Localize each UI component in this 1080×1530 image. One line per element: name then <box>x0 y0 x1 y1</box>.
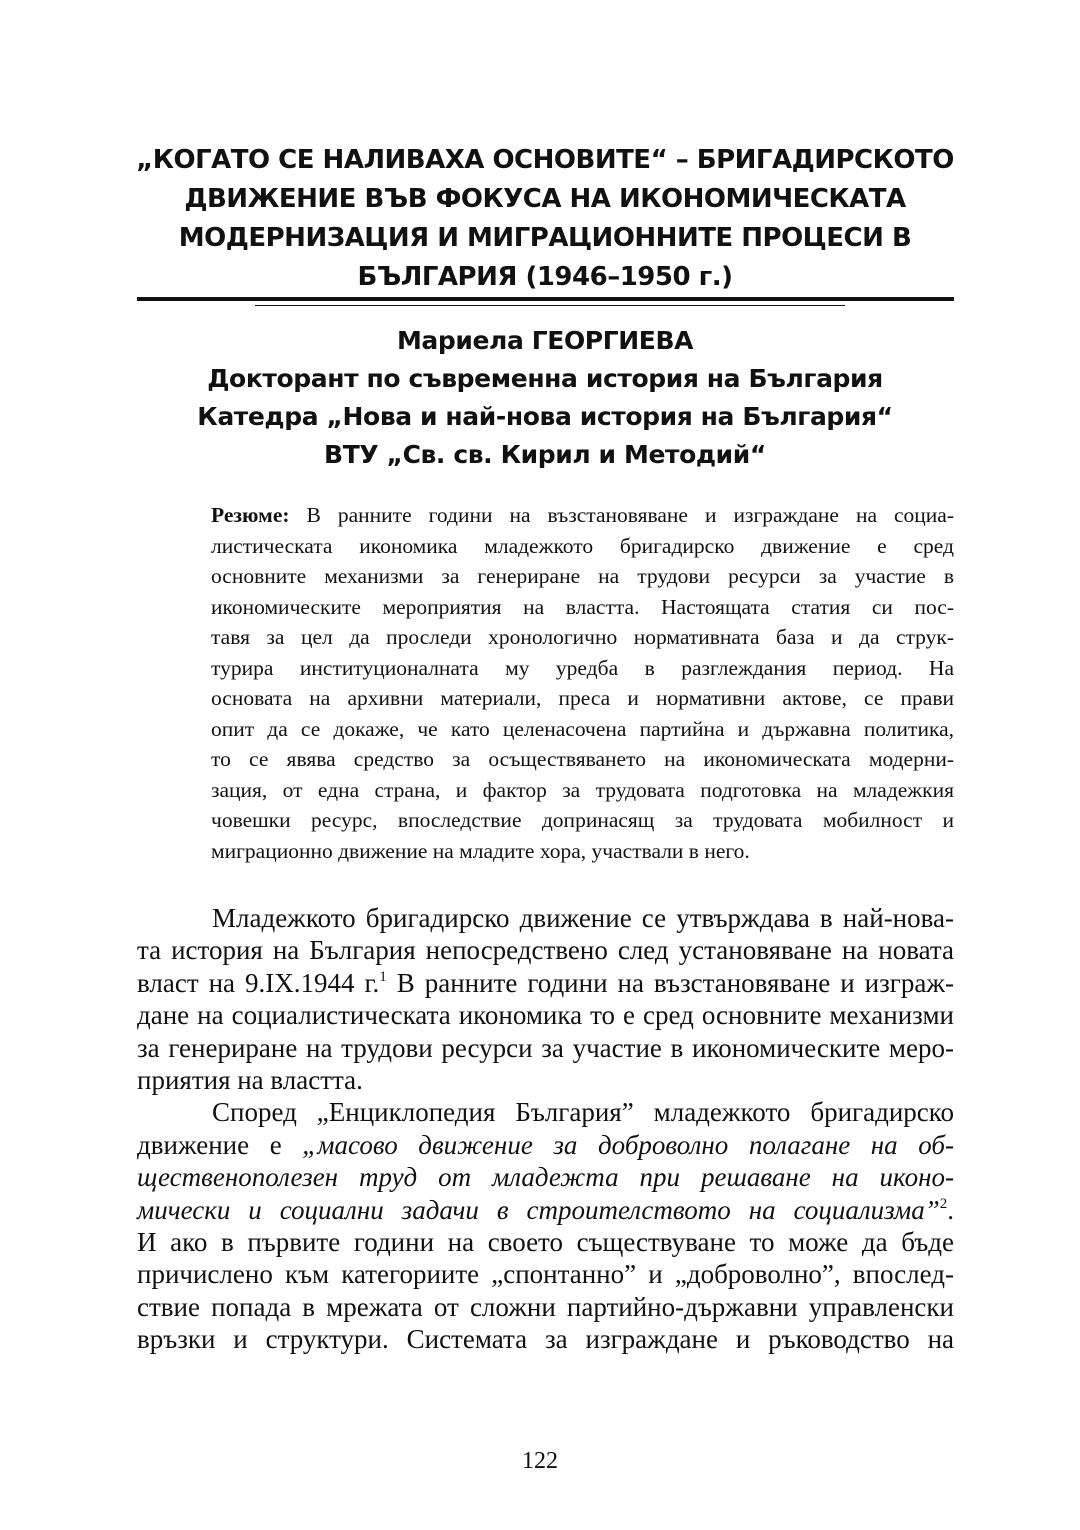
author-university: ВТУ „Св. св. Кирил и Методий“ <box>324 440 766 469</box>
footnote-ref[interactable]: 1 <box>379 968 387 985</box>
body-line: за генериране на трудови ресурси за участие в икономическите меро- <box>137 1032 954 1063</box>
abstract-line: опит да се докаже, че като целенасочена партийна и държавна политика, <box>211 716 954 741</box>
article-title-line: „КОГАТО СЕ НАЛИВАХА ОСНОВИТЕ“ – БРИГАДИРСКОТО <box>136 145 954 175</box>
article-title-line: БЪЛГАРИЯ (1946–1950 г.) <box>357 262 733 292</box>
abstract-line <box>211 500 954 531</box>
abstract-line: човешки ресурс, впоследствие допринасящ за трудовата мобилност и <box>211 808 954 832</box>
author-department: Катедра „Нова и най-нова история на България“ <box>197 402 893 431</box>
article-title <box>110 141 980 297</box>
body-line: ствие попада в мрежата от сложни партийно-държавни управленски <box>137 1291 954 1322</box>
body-line: дане на социалистическата икономика то е сред основните механизми <box>137 1000 954 1031</box>
abstract-line: тавя за цел да проследи хронологично нормативната база и да струк- <box>211 625 954 649</box>
abstract-line: миграционно движение на младите хора, участвали в него. <box>211 838 750 863</box>
author-block <box>120 322 970 474</box>
body-text-run: . <box>947 1194 954 1225</box>
body-line: И ако в първите години на своето съществуване то може да бъде <box>137 1227 954 1258</box>
body-line <box>137 1129 954 1161</box>
author-name: Мариела ГЕОРГИЕВА <box>396 326 694 355</box>
body-line: Според „Енциклопедия България” младежкото бригадирско <box>212 1097 954 1128</box>
title-divider-thin <box>255 305 845 306</box>
abstract-label: Резюме: <box>211 503 290 527</box>
abstract <box>211 500 954 866</box>
abstract-line: основата на архивни материали, преса и нормативни актове, се прави <box>211 686 954 710</box>
article-title-line: ДВИЖЕНИЕ ВЪВ ФОКУСА НА ИКОНОМИЧЕСКАТА <box>184 184 906 214</box>
abstract-line: турира институционалната му уредба в разглеждания период. На <box>211 655 954 680</box>
abstract-line: основните механизми за генериране на трудови ресурси за участие в <box>211 564 954 588</box>
quotation-text: мически и социални задачи в строителството на социализма” <box>137 1194 940 1225</box>
page-number: 122 <box>522 1448 558 1474</box>
body-text-run: В ранните години на възстановяване и изграж- <box>386 967 954 998</box>
abstract-line: листическата икономика младежкото бригадирско движение е сред <box>211 533 954 558</box>
article-title-line: МОДЕРНИЗАЦИЯ И МИГРАЦИОННИТЕ ПРОЦЕСИ В <box>178 223 912 253</box>
abstract-line: то се явява средство за осъществяването на икономическата модерни- <box>211 747 954 771</box>
quotation-line: щественополезен труд от младежта при решаване на иконо- <box>137 1162 954 1193</box>
body-line: приятия на властта. <box>137 1065 363 1096</box>
footnote-ref[interactable]: 2 <box>939 1195 948 1212</box>
abstract-line: зация, от една страна, и фактор за трудовата подготовка на младежкия <box>211 777 954 802</box>
author-position: Докторант по съвременна история на България <box>207 364 883 393</box>
body-line: та история на България непосредствено след установяване на новата <box>137 935 954 966</box>
abstract-line-text: В ранните години на възстановяване и изграждане на социа- <box>306 503 954 527</box>
body-line: връзки и структури. Системата за изграждане и ръководство на <box>137 1324 954 1355</box>
title-divider-thick <box>137 297 954 301</box>
body-line <box>137 967 954 999</box>
body-text <box>137 902 954 1356</box>
body-text-run: движение е <box>137 1129 303 1160</box>
abstract-line: икономическите мероприятия на властта. Настоящата статия си пос- <box>211 594 954 619</box>
body-text-run: власт на 9.IX.1944 г. <box>137 967 380 998</box>
body-line: Младежкото бригадирско движение се утвърждава в най-нова- <box>212 903 954 933</box>
body-line: причислено към категориите „спонтанно” и „доброволно”, впослед- <box>137 1259 954 1290</box>
body-line <box>137 1194 954 1226</box>
quotation-text: „масово движение за доброволно полагане на об- <box>302 1129 954 1160</box>
